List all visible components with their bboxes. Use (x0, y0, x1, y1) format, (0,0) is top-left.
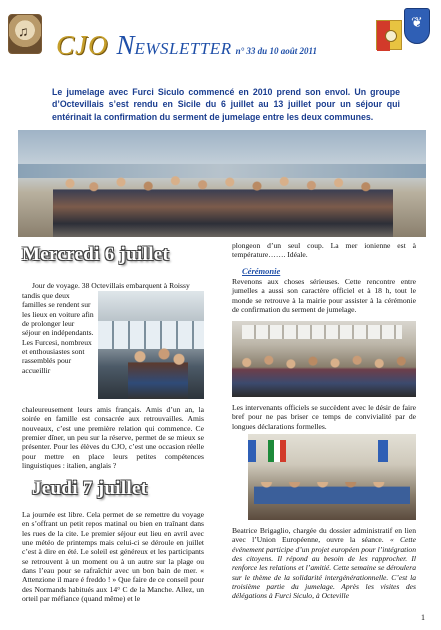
group-photo (18, 130, 426, 237)
intervenants-text: Les intervenants officiels se succèdent avec le désir de faire bref pour ne pas briser ce temps de convivialité par de longues déclarations formelles. (232, 403, 416, 431)
heading-jeudi: Jeudi 7 juillet (32, 478, 148, 499)
ceremonie-text: Revenons aux choses sérieuses. Cette rencontre entre jumelles a aussi son caractère officiel et à 18 h, tout le monde se retrouve à la mairie pour assister à la cérémonie de confirmation du serment de jumelage. (232, 277, 416, 314)
sicily-flag-icon (376, 20, 402, 50)
jeudi-text: La journée est libre. Cela permet de se remettre du voyage en s’offrant un petit repos matinal ou bien en traînant dans les rues de la cite. Le premier séjour eut lieu en avril avec une météo de printemps mais celui-ci se déroule en juillet c’est à dire en été. Le soleil est généreux et les participants se retrouvent à un moment ou à un autre sur la plage ou dans l’eau pour se rafraîchir avec un bon bain de mer. « Attenzione il mare é freddo ! » Que faire de ce conseil pour des Normands habitués aux 14° C de la Manche. Allez, un orteil par méfiance (quand même) et le (22, 510, 204, 603)
octeville-shield-icon (404, 8, 430, 44)
heading-mercredi: Mercredi 6 juillet (22, 244, 170, 265)
heading-ceremonie: Cérémonie (242, 266, 281, 276)
photo-crowd (53, 170, 393, 237)
cjo-crest-logo: ♫ (8, 14, 42, 54)
brand-newsletter: NEWSLETTER (116, 30, 232, 60)
page-number: 1 (421, 613, 425, 622)
mercredi-narrow-text: tandis que deux familles se rendent sur les lieux en voiture afin de prolonger leur séjour en indépendants. Les Furcesi, nombreux et enthousiastes sont rassemblés pour accueillir (22, 291, 94, 375)
newsletter-title (56, 30, 366, 60)
ceremony-hall-photo (232, 321, 416, 397)
officials-table-photo (248, 434, 416, 520)
issue-date: n° 33 du 10 août 2011 (235, 46, 317, 56)
intro-paragraph: Le jumelage avec Furci Siculo commencé en 2010 prend son envol. Un groupe d’Octevillais s’est rendu en Sicile du 6 juillet au 13 juillet pour un séjour qui entérinait la confirmation du serment de jumelage entre les deux communes. (52, 87, 400, 122)
beatrice-text: Beatrice Brigaglio, chargée du dossier administratif en lien avec l’Union Européenne, ouvre la séance. « Cette événement participe d’un projet européen pour l’intégration des citoyens. Il répond au besoin de les rapprocher. Il renforce les relations et l’amitié. Cette semaine se déroulera sur le thème de la solidarité intergénérationnelle. C’est la troisième partie du jumelage. Après les visites des délégations à Furci Siculo, à Octeville (232, 526, 416, 601)
mercredi-line1: Jour de voyage. 38 Octevillais embarquent à Roissy (32, 281, 190, 290)
mercredi-rest-text: chaleureusement leurs amis français. Amis d’un an, la soirée en famille est consacrée aux retrouvailles. Amis nouveaux, c’est une première relation qui commence. Ce premier dîner, un peu sur la réserve, permet de se mieux se présenter. Pour les élèves du CJO, c’est une occasion réelle pour mettre en place leurs petites compétences linguistiques : italien, anglais ? (22, 405, 204, 470)
plongeon-text: plongeon d’un seul coup. La mer ionienne est à température……. Idéale. (232, 241, 416, 260)
train-station-photo (98, 291, 204, 399)
brand-cjo: CJO (56, 30, 109, 60)
